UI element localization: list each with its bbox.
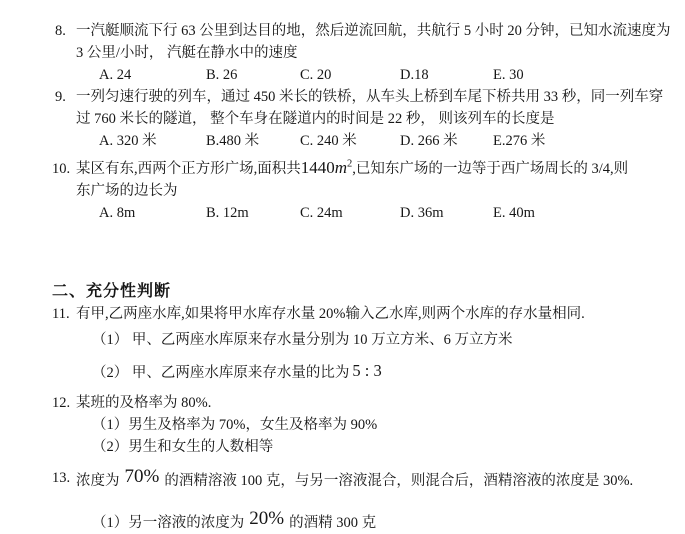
question-11-number: 11.: [52, 306, 70, 322]
question-8-line1: 一汽艇顺流下行 63 公里到达目的地，然后逆流回航，共航行 5 小时 20 分钟，已知水流速度为: [76, 23, 671, 39]
concentration-value-70: 70%: [124, 466, 160, 487]
question-10-line1-pre: 某区有东,西两个正方形广场,面积共: [76, 161, 301, 177]
area-formula: [301, 158, 353, 177]
question-11: [52, 303, 665, 384]
question-10-line2: 东广场的边长为: [76, 183, 178, 199]
question-8-line2: 3 公里/小时， 汽艇在静水中的速度: [76, 45, 298, 61]
question-8-options: [76, 64, 665, 86]
question-12-condition-2: （2）男生和女生的人数相等: [92, 439, 274, 455]
question-12: [52, 392, 665, 458]
area-unit: m: [334, 158, 348, 177]
question-12-condition-1: （1）男生及格率为 70%，女生及格率为 90%: [92, 417, 378, 433]
question-11-line1: 有甲,乙两座水库,如果将甲水库存水量 20%输入乙水库,则两个水库的存水量相同.: [76, 306, 585, 322]
condition-1-text-pre: （1）另一溶液的浓度为: [92, 515, 245, 531]
question-9-options: [76, 130, 665, 152]
option-d: D.18: [400, 67, 429, 83]
option-a: A. 24: [99, 67, 132, 83]
question-8-number: 8.: [55, 23, 66, 39]
question-10-options: [76, 202, 665, 224]
option-c: C. 240 米: [300, 133, 357, 149]
option-a: A. 8m: [99, 205, 136, 221]
question-13-line1-pre: 浓度为: [76, 473, 120, 489]
section-2-title: 二、充分性判断: [52, 283, 172, 300]
concentration-value-20: 20%: [249, 508, 285, 529]
question-10-number: 10.: [52, 161, 71, 177]
question-11-condition-2: [76, 362, 665, 384]
ratio-value: 5 : 3: [352, 361, 382, 380]
option-d: D. 36m: [400, 205, 444, 221]
question-10: [52, 158, 665, 224]
question-11-condition-1: （1） 甲、乙两座水库原来存水量分别为 10 万立方米、6 万立方米: [92, 332, 513, 348]
option-e: E. 40m: [493, 205, 535, 221]
option-d: D. 266 米: [400, 133, 458, 149]
question-9: [52, 86, 665, 152]
question-9-number: 9.: [55, 89, 66, 105]
question-12-number: 12.: [52, 395, 71, 411]
question-13-condition-1: [76, 509, 665, 531]
question-13-line1-post: 的酒精溶液 100 克，与另一溶液混合，则混合后，酒精溶液的浓度是 30%.: [164, 473, 634, 489]
option-e: E. 30: [493, 67, 524, 83]
option-e: E.276 米: [493, 133, 546, 149]
option-b: B.480 米: [206, 133, 260, 149]
question-13: [52, 467, 665, 531]
option-a: A. 320 米: [99, 133, 157, 149]
question-13-number: 13.: [52, 470, 71, 486]
option-c: C. 20: [300, 67, 332, 83]
area-superscript: 2: [347, 158, 353, 170]
condition-2-text: （2） 甲、乙两座水库原来存水量的比为: [92, 365, 350, 381]
condition-1-text-post: 的酒精 300 克: [289, 515, 377, 531]
question-12-line1: 某班的及格率为 80%.: [76, 395, 212, 411]
area-value: 1440: [300, 158, 335, 177]
question-8: [52, 20, 671, 86]
option-b: B. 26: [206, 67, 238, 83]
question-10-line1-post: ,已知东广场的一边等于西广场周长的 3/4,则: [352, 161, 629, 177]
question-9-line1: 一列匀速行驶的列车，通过 450 米长的铁桥，从车头上桥到车尾下桥共用 33 秒，同一列车穿: [76, 89, 664, 105]
option-b: B. 12m: [206, 205, 249, 221]
option-c: C. 24m: [300, 205, 343, 221]
question-9-line2: 过 760 米长的隧道， 整个车身在隧道内的时间是 22 秒， 则该列车的长度是: [76, 111, 555, 127]
